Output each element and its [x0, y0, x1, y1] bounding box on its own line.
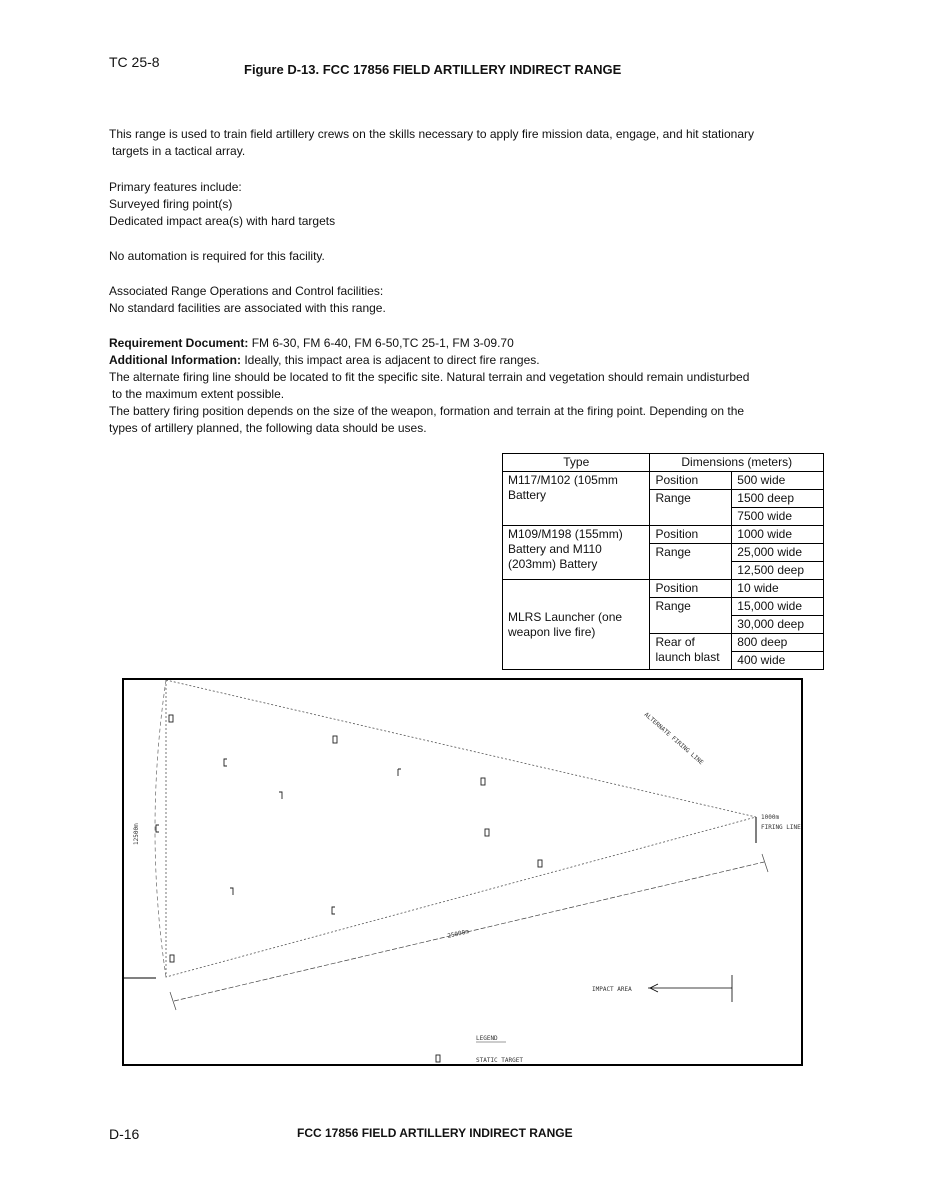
automation-text	[109, 248, 799, 265]
value-cell: 400 wide	[732, 652, 824, 670]
legend-title: LEGEND	[476, 1035, 498, 1042]
impact-area-label: IMPACT AREA	[592, 986, 632, 993]
value-cell: 10 wide	[732, 580, 824, 598]
page-number: D-16	[109, 1126, 140, 1142]
static-target-marker	[156, 825, 159, 832]
figure-title: Figure D-13. FCC 17856 FIELD ARTILLERY INDIRECT RANGE	[244, 62, 622, 77]
feature-item: Dedicated impact area(s) with hard targets	[109, 214, 336, 228]
static-target-marker	[224, 759, 227, 766]
dimension-tick	[762, 854, 768, 872]
additional-line	[109, 352, 799, 369]
alternate-line-1: The alternate firing line should be located to fit the specific site. Natural terrain and vegetation should remain undisturbed	[109, 370, 750, 384]
table-header-row	[503, 454, 824, 472]
rocf-text: No standard facilities are associated with this range.	[109, 301, 386, 315]
footer-title: FCC 17856 FIELD ARTILLERY INDIRECT RANGE	[297, 1126, 573, 1140]
additional-label: Additional Information:	[109, 353, 241, 367]
static-target-marker	[398, 769, 401, 776]
value-cell: 7500 wide	[732, 508, 824, 526]
length-dimension-label: 25000m	[446, 928, 470, 940]
alternate-firing-line-label: ALTERNATE FIRING LINE	[642, 711, 705, 767]
impact-area-arc	[155, 680, 166, 977]
rocf-section	[109, 283, 799, 317]
subtype-cell: Rear of launch blast	[650, 634, 732, 670]
col-header-type: Type	[503, 454, 650, 472]
subtype-cell: Range	[650, 544, 732, 580]
document-id: TC 25-8	[109, 54, 160, 70]
additional-section	[109, 335, 799, 437]
requirement-line	[109, 335, 799, 352]
subtype-cell: Range	[650, 490, 732, 526]
static-target-marker	[170, 955, 174, 962]
static-target-marker	[332, 907, 335, 914]
features-section	[109, 179, 799, 230]
range-diagram	[122, 678, 803, 1066]
value-cell: 15,000 wide	[732, 598, 824, 616]
battery-line-1: The battery firing position depends on the size of the weapon, formation and terrain at the firing point. Depending on the	[109, 404, 745, 418]
intro-line-1: This range is used to train field artillery crews on the skills necessary to apply fire mission data, engage, and hit stationary	[109, 127, 754, 141]
type-cell: MLRS Launcher (one weapon live fire)	[503, 580, 650, 670]
rocf-heading: Associated Range Operations and Control facilities:	[109, 284, 384, 298]
static-target-marker	[230, 888, 233, 895]
automation-line: No automation is required for this facility.	[109, 249, 325, 263]
target-markers	[156, 715, 542, 1062]
static-target-marker	[481, 778, 485, 785]
subtype-cell: Position	[650, 472, 732, 490]
col-header-dimensions: Dimensions (meters)	[650, 454, 824, 472]
legend-static-target: STATIC TARGET	[476, 1057, 523, 1064]
static-target-marker	[538, 860, 542, 867]
battery-line-2: types of artillery planned, the following data should be uses.	[109, 421, 427, 435]
value-cell: 500 wide	[732, 472, 824, 490]
legend-target-marker	[436, 1055, 440, 1062]
table-row	[503, 526, 824, 544]
value-cell: 25,000 wide	[732, 544, 824, 562]
feature-item: Surveyed firing point(s)	[109, 197, 233, 211]
firing-line-label: FIRING LINE	[761, 824, 801, 831]
alternate-line-2: to the maximum extent possible.	[112, 387, 285, 401]
static-target-marker	[169, 715, 173, 722]
table-row	[503, 472, 824, 490]
type-cell: M109/M198 (155mm) Battery and M110 (203mm) Battery	[503, 526, 650, 580]
range-diagram-svg	[124, 680, 801, 1064]
features-heading: Primary features include:	[109, 180, 242, 194]
additional-value: Ideally, this impact area is adjacent to direct fire ranges.	[240, 353, 540, 367]
subtype-cell: Range	[650, 598, 732, 634]
static-target-marker	[279, 792, 282, 799]
static-target-marker	[485, 829, 489, 836]
table-row	[503, 580, 824, 598]
value-cell: 1000 wide	[732, 526, 824, 544]
value-cell: 30,000 deep	[732, 616, 824, 634]
width-dimension-label: 12500m	[133, 823, 140, 845]
dimensions-table	[502, 453, 824, 670]
type-cell: M117/M102 (105mm Battery	[503, 472, 650, 526]
value-cell: 12,500 deep	[732, 562, 824, 580]
value-cell: 800 deep	[732, 634, 824, 652]
requirement-label: Requirement Document:	[109, 336, 249, 350]
subtype-cell: Position	[650, 580, 732, 598]
subtype-cell: Position	[650, 526, 732, 544]
value-cell: 1500 deep	[732, 490, 824, 508]
length-dimension-line	[174, 862, 764, 1001]
intro-line-2: targets in a tactical array.	[112, 144, 246, 158]
requirement-value: FM 6-30, FM 6-40, FM 6-50,TC 25-1, FM 3-09.70	[248, 336, 514, 350]
firing-line-dim: 1000m	[761, 814, 780, 821]
intro-paragraph	[109, 126, 799, 160]
static-target-marker	[333, 736, 337, 743]
